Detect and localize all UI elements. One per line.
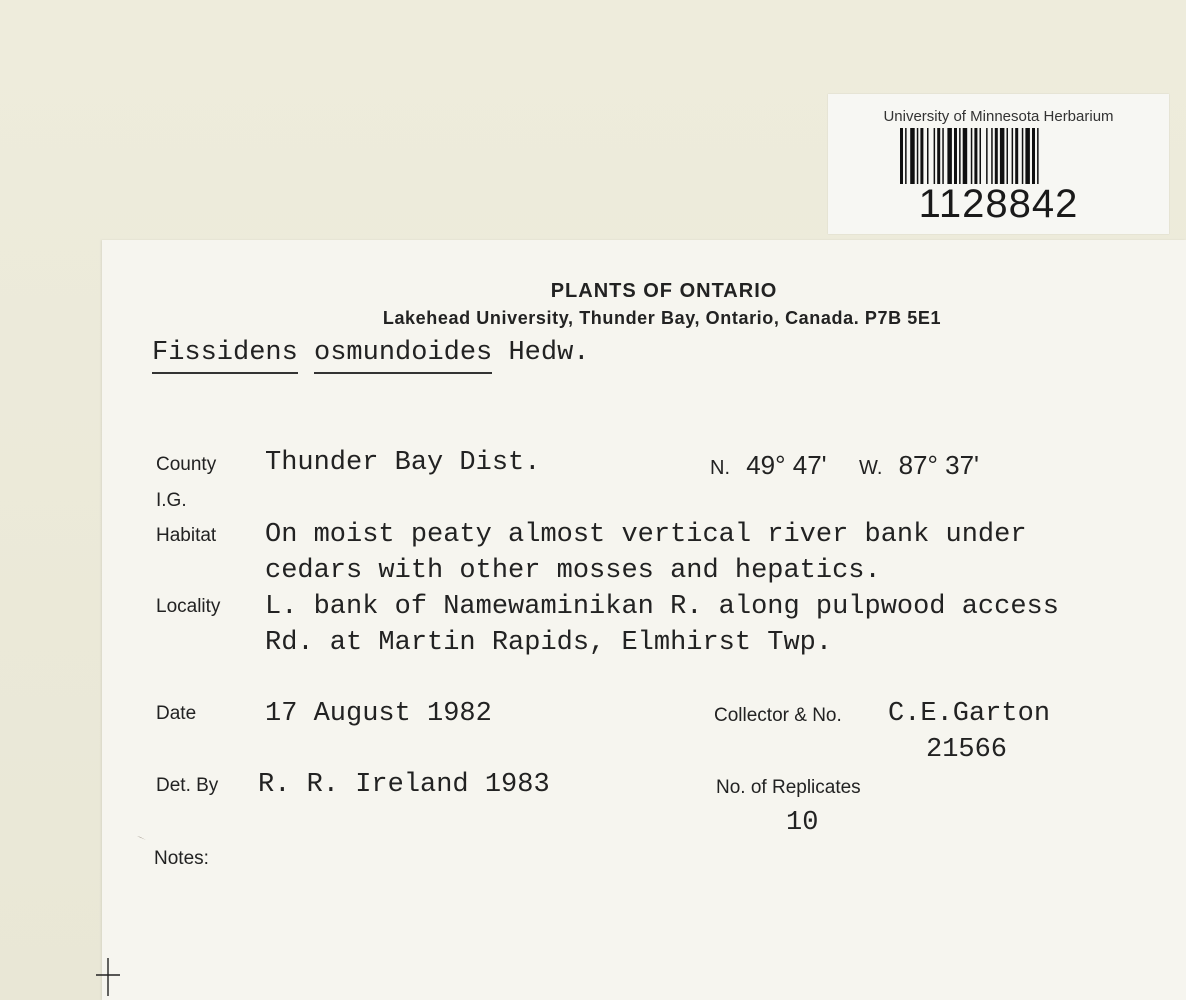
barcode-label bbox=[828, 94, 1169, 234]
barcode-bar bbox=[1022, 128, 1024, 184]
barcode-number: 1128842 bbox=[918, 182, 1079, 226]
date-label: Date bbox=[156, 703, 197, 724]
latitude-value: 49° 47' bbox=[746, 450, 827, 480]
barcode-bar bbox=[947, 128, 952, 184]
crosshair-mark bbox=[96, 958, 120, 996]
barcode-bar bbox=[1007, 128, 1009, 184]
locality-line-1: L. bank of Namewaminikan R. along pulpwood access bbox=[265, 592, 1059, 622]
species-author: Hedw. bbox=[508, 338, 590, 368]
date-value: 17 August 1982 bbox=[265, 699, 492, 729]
label-title: PLANTS OF ONTARIO bbox=[550, 280, 778, 302]
collector-label: Collector & No. bbox=[714, 705, 842, 726]
pencil-mark bbox=[136, 834, 150, 846]
locality-line-2: Rd. at Martin Rapids, Elmhirst Twp. bbox=[265, 628, 833, 658]
barcode-image bbox=[900, 128, 1100, 184]
notes-label: Notes: bbox=[154, 848, 209, 869]
habitat-line-2: cedars with other mosses and hepatics. bbox=[265, 556, 881, 586]
collector-value: C.E.Garton bbox=[888, 699, 1051, 729]
barcode-bar bbox=[942, 128, 944, 184]
species-genus: Fissidens bbox=[152, 338, 298, 374]
replicates-label: No. of Replicates bbox=[716, 777, 861, 798]
barcode-bar bbox=[954, 128, 957, 184]
longitude-value: 87° 37' bbox=[898, 450, 980, 480]
barcode-bar bbox=[900, 128, 903, 184]
habitat-label: Habitat bbox=[156, 525, 217, 546]
barcode-bar bbox=[937, 128, 940, 184]
barcode-bar bbox=[910, 128, 915, 184]
coordinates bbox=[710, 450, 979, 483]
label-institution: Lakehead University, Thunder Bay, Ontario, Canada. P7B 5E1 bbox=[382, 308, 942, 328]
barcode-bar bbox=[1025, 128, 1030, 184]
locality-label: Locality bbox=[156, 596, 221, 617]
species-epithet: osmundoides bbox=[314, 338, 492, 374]
habitat-line-1: On moist peaty almost vertical river bank under bbox=[265, 520, 1027, 550]
replicates-value: 10 bbox=[786, 808, 819, 838]
barcode-bar bbox=[986, 128, 988, 184]
barcode-bar bbox=[980, 128, 982, 184]
barcode-bar bbox=[959, 128, 961, 184]
barcode-bar bbox=[1032, 128, 1035, 184]
detby-label: Det. By bbox=[156, 775, 219, 796]
barcode-bar bbox=[971, 128, 973, 184]
barcode-bar bbox=[1037, 128, 1039, 184]
barcode-bar bbox=[991, 128, 993, 184]
latitude-prefix: N. bbox=[710, 457, 730, 479]
barcode-bar bbox=[920, 128, 923, 184]
barcode-bar bbox=[917, 128, 919, 184]
specimen-label bbox=[102, 240, 1186, 1000]
county-value: Thunder Bay Dist. bbox=[265, 448, 541, 478]
county-label: County bbox=[156, 454, 217, 475]
collector-number: 21566 bbox=[926, 735, 1008, 765]
barcode-bar bbox=[1015, 128, 1018, 184]
ig-label: I.G. bbox=[156, 490, 187, 511]
species-name bbox=[152, 338, 589, 368]
barcode-bar bbox=[974, 128, 977, 184]
barcode-institution: University of Minnesota Herbarium bbox=[883, 108, 1114, 125]
detby-value: R. R. Ireland 1983 bbox=[258, 770, 550, 800]
barcode-bar bbox=[927, 128, 929, 184]
barcode-bar bbox=[1000, 128, 1005, 184]
barcode-bar bbox=[995, 128, 998, 184]
longitude-prefix: W. bbox=[859, 457, 883, 479]
barcode-bar bbox=[963, 128, 968, 184]
barcode-bar bbox=[934, 128, 936, 184]
barcode-bar bbox=[905, 128, 907, 184]
barcode-bar bbox=[1012, 128, 1014, 184]
